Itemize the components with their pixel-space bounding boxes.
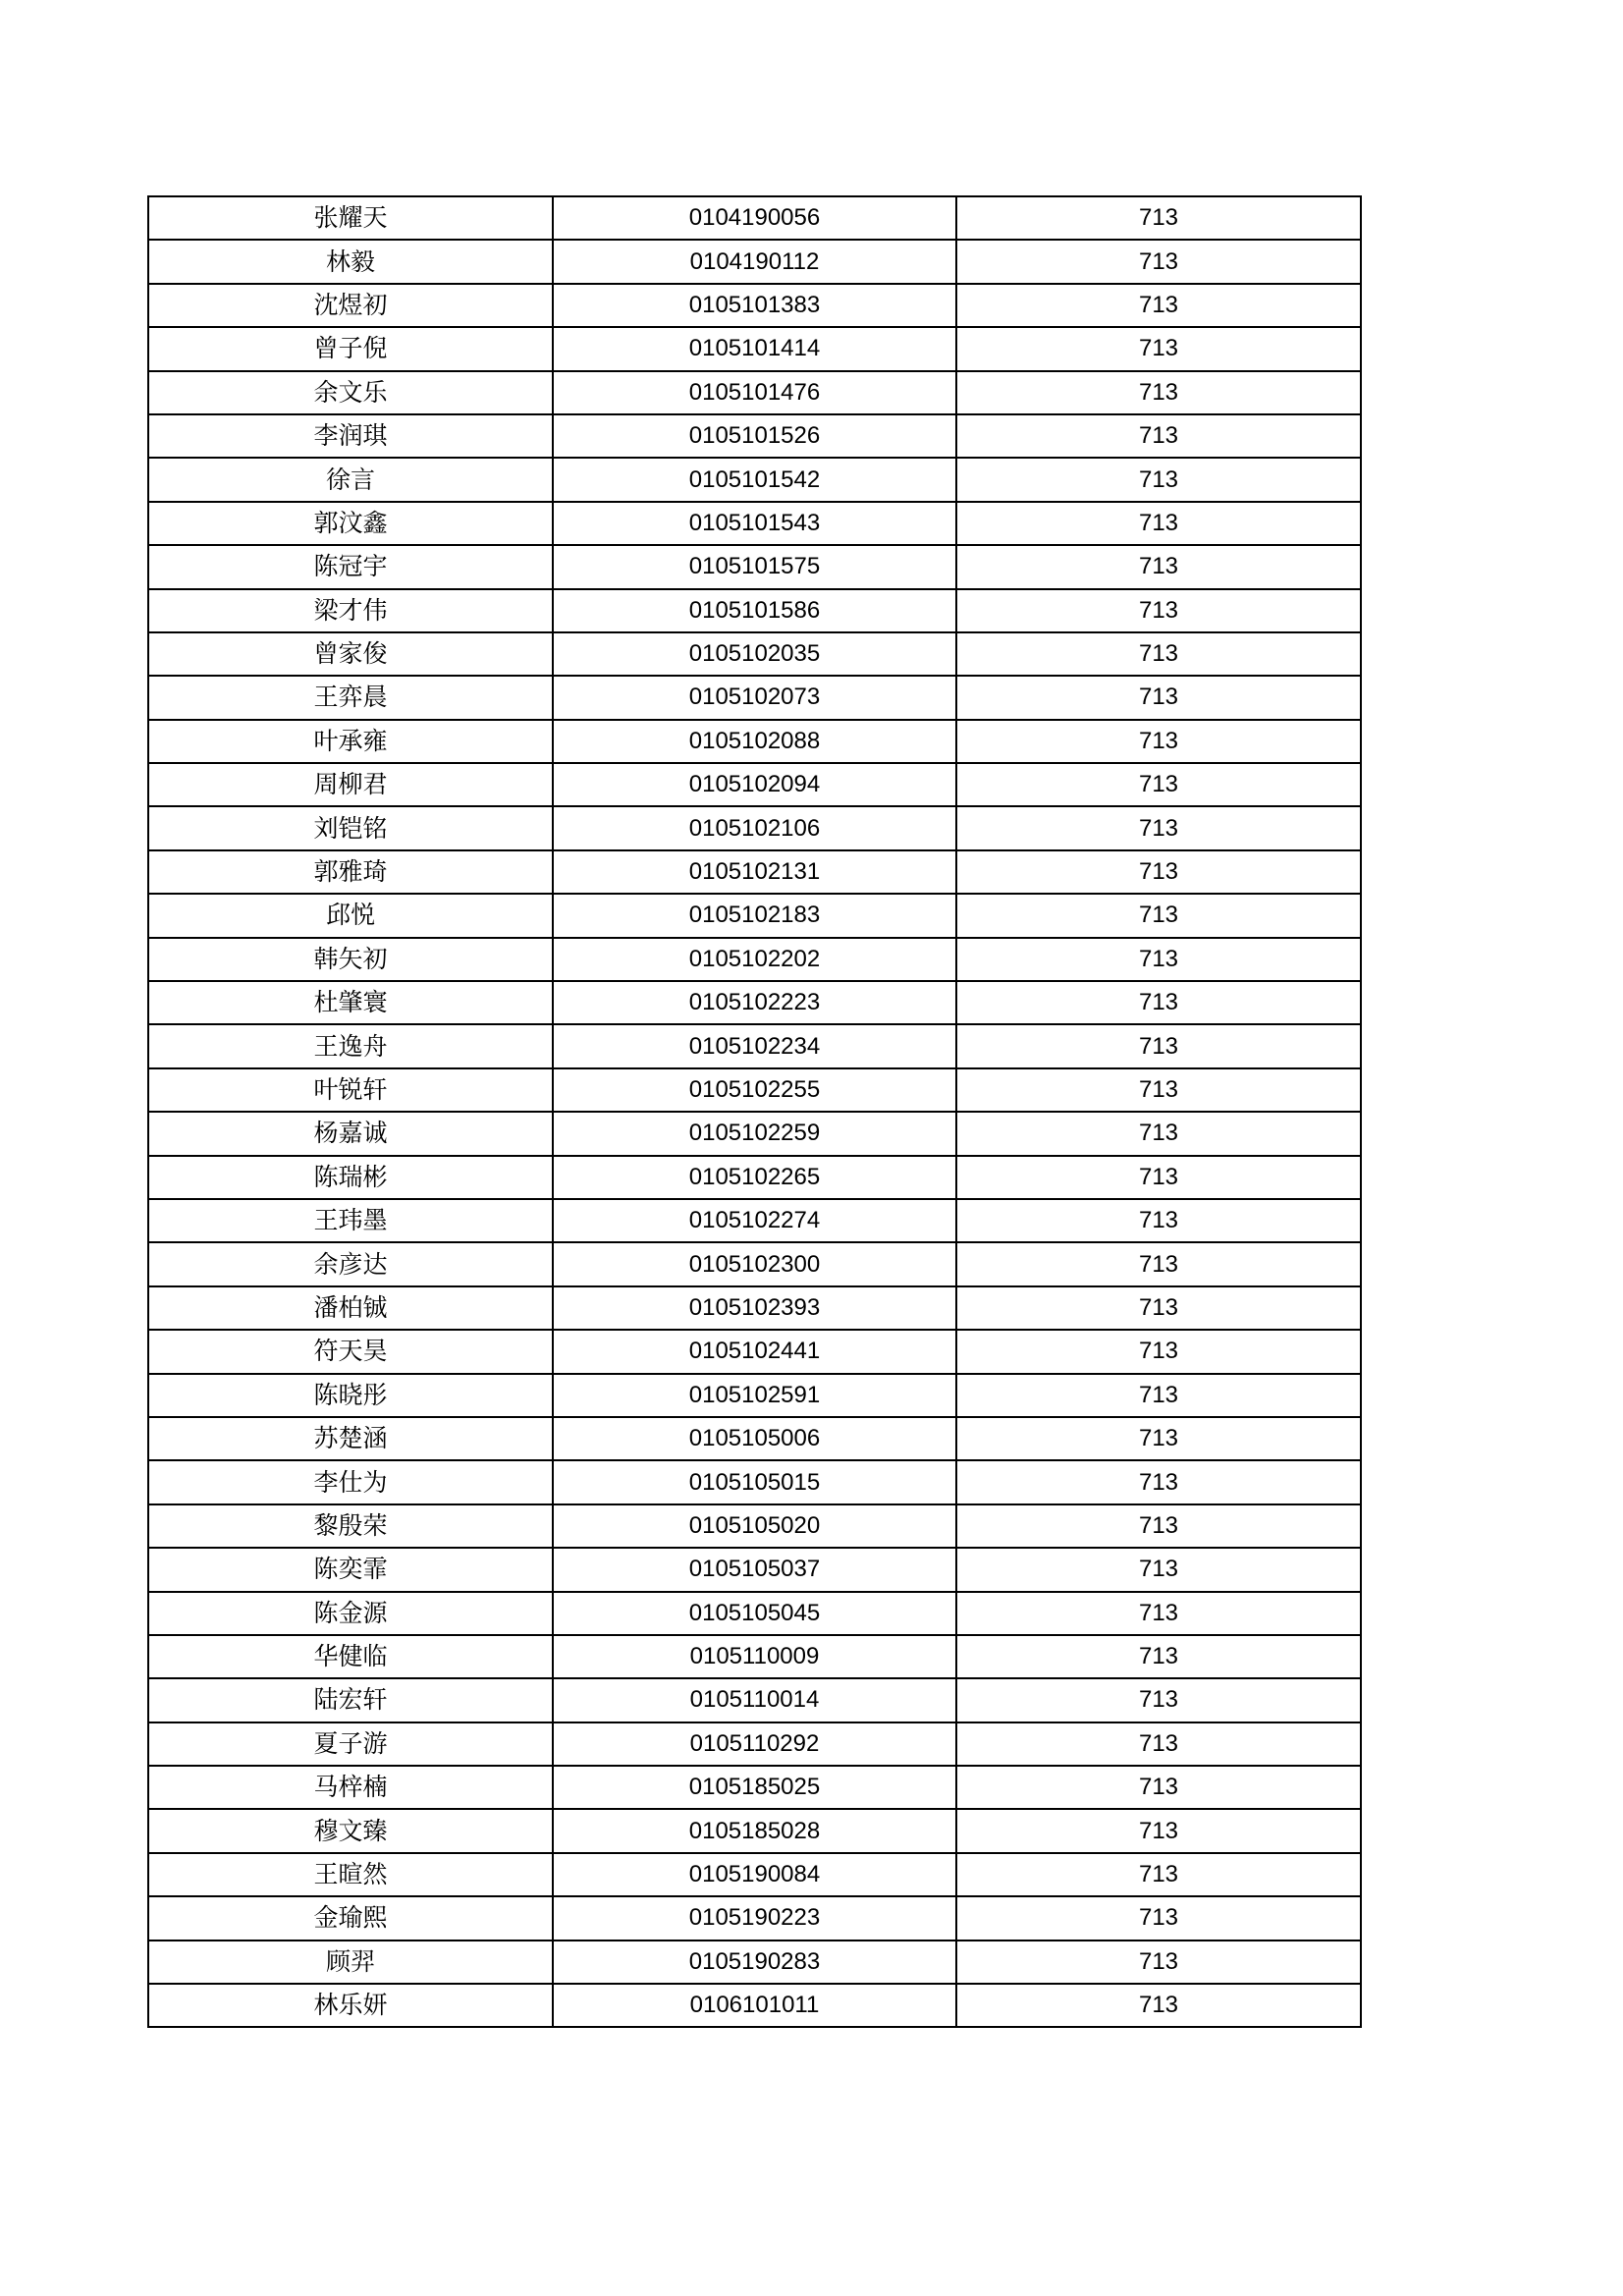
score-cell: 713 (956, 1809, 1361, 1852)
student-name-cell: 周柳君 (148, 763, 553, 806)
table-row (148, 1286, 1361, 1330)
student-id-cell: 0105102088 (553, 720, 956, 763)
table-row (148, 1766, 1361, 1809)
table-row (148, 1941, 1361, 1984)
score-cell: 713 (956, 196, 1361, 240)
student-name-cell: 余文乐 (148, 371, 553, 414)
score-cell: 713 (956, 240, 1361, 283)
student-id-cell: 0105185028 (553, 1809, 956, 1852)
score-cell: 713 (956, 1460, 1361, 1503)
table-row (148, 1068, 1361, 1112)
table-row (148, 1592, 1361, 1635)
table-row (148, 502, 1361, 545)
table-row (148, 1635, 1361, 1678)
student-id-cell: 0105101586 (553, 589, 956, 632)
student-id-cell: 0106101011 (553, 1984, 956, 2027)
student-id-cell: 0105102300 (553, 1242, 956, 1285)
score-cell: 713 (956, 1548, 1361, 1591)
table-row (148, 1242, 1361, 1285)
table-row (148, 458, 1361, 501)
student-id-cell: 0105102035 (553, 632, 956, 676)
student-name-cell: 沈煜初 (148, 284, 553, 327)
student-id-cell: 0105102183 (553, 894, 956, 937)
score-cell: 713 (956, 1896, 1361, 1940)
student-name-cell: 梁才伟 (148, 589, 553, 632)
student-name-cell: 华健临 (148, 1635, 553, 1678)
score-cell: 713 (956, 545, 1361, 588)
student-id-cell: 0105190084 (553, 1853, 956, 1896)
student-name-cell: 陈奕霏 (148, 1548, 553, 1591)
student-name-cell: 韩矢初 (148, 938, 553, 981)
table-row (148, 545, 1361, 588)
table-row (148, 1024, 1361, 1067)
student-name-cell: 顾羿 (148, 1941, 553, 1984)
score-cell: 713 (956, 1330, 1361, 1373)
roster-table-body (148, 196, 1361, 2027)
student-id-cell: 0105102202 (553, 938, 956, 981)
table-row (148, 1984, 1361, 2027)
score-cell: 713 (956, 1504, 1361, 1548)
student-name-cell: 王玮墨 (148, 1199, 553, 1242)
student-name-cell: 叶承雍 (148, 720, 553, 763)
table-row (148, 1722, 1361, 1766)
table-row (148, 1548, 1361, 1591)
student-id-cell: 0105102094 (553, 763, 956, 806)
score-cell: 713 (956, 371, 1361, 414)
table-row (148, 1156, 1361, 1199)
student-id-cell: 0105110014 (553, 1678, 956, 1722)
student-id-cell: 0105101476 (553, 371, 956, 414)
roster-table (147, 195, 1362, 2028)
student-name-cell: 陈冠宇 (148, 545, 553, 588)
student-name-cell: 刘铠铭 (148, 806, 553, 849)
student-name-cell: 曾家俊 (148, 632, 553, 676)
score-cell: 713 (956, 1984, 1361, 2027)
table-row (148, 720, 1361, 763)
score-cell: 713 (956, 284, 1361, 327)
table-row (148, 938, 1361, 981)
score-cell: 713 (956, 1199, 1361, 1242)
score-cell: 713 (956, 981, 1361, 1024)
score-cell: 713 (956, 1678, 1361, 1722)
score-cell: 713 (956, 1024, 1361, 1067)
student-name-cell: 邱悦 (148, 894, 553, 937)
student-name-cell: 叶锐轩 (148, 1068, 553, 1112)
score-cell: 713 (956, 327, 1361, 370)
student-id-cell: 0105102255 (553, 1068, 956, 1112)
student-name-cell: 苏楚涵 (148, 1417, 553, 1460)
student-id-cell: 0105105006 (553, 1417, 956, 1460)
table-row (148, 676, 1361, 719)
score-cell: 713 (956, 938, 1361, 981)
score-cell: 713 (956, 589, 1361, 632)
table-row (148, 284, 1361, 327)
student-name-cell: 金瑜熙 (148, 1896, 553, 1940)
student-name-cell: 余彦达 (148, 1242, 553, 1285)
table-row (148, 327, 1361, 370)
table-row (148, 1417, 1361, 1460)
student-name-cell: 林毅 (148, 240, 553, 283)
score-cell: 713 (956, 1635, 1361, 1678)
student-name-cell: 王暄然 (148, 1853, 553, 1896)
student-id-cell: 0104190112 (553, 240, 956, 283)
student-name-cell: 陈瑞彬 (148, 1156, 553, 1199)
student-id-cell: 0105102234 (553, 1024, 956, 1067)
student-name-cell: 徐言 (148, 458, 553, 501)
score-cell: 713 (956, 1853, 1361, 1896)
student-name-cell: 夏子游 (148, 1722, 553, 1766)
score-cell: 713 (956, 850, 1361, 894)
table-row (148, 1853, 1361, 1896)
table-row (148, 763, 1361, 806)
student-name-cell: 符天昊 (148, 1330, 553, 1373)
score-cell: 713 (956, 1722, 1361, 1766)
score-cell: 713 (956, 1417, 1361, 1460)
student-name-cell: 潘柏铖 (148, 1286, 553, 1330)
score-cell: 713 (956, 1156, 1361, 1199)
score-cell: 713 (956, 1766, 1361, 1809)
table-row (148, 981, 1361, 1024)
score-cell: 713 (956, 1592, 1361, 1635)
student-name-cell: 陆宏轩 (148, 1678, 553, 1722)
student-name-cell: 陈晓彤 (148, 1374, 553, 1417)
student-name-cell: 李润琪 (148, 414, 553, 458)
table-row (148, 1112, 1361, 1155)
student-id-cell: 0104190056 (553, 196, 956, 240)
table-row (148, 371, 1361, 414)
student-id-cell: 0105110292 (553, 1722, 956, 1766)
score-cell: 713 (956, 1112, 1361, 1155)
student-name-cell: 陈金源 (148, 1592, 553, 1635)
student-id-cell: 0105102073 (553, 676, 956, 719)
student-id-cell: 0105102393 (553, 1286, 956, 1330)
student-id-cell: 0105101414 (553, 327, 956, 370)
score-cell: 713 (956, 414, 1361, 458)
score-cell: 713 (956, 502, 1361, 545)
student-name-cell: 张耀天 (148, 196, 553, 240)
score-cell: 713 (956, 1941, 1361, 1984)
table-row (148, 1199, 1361, 1242)
score-cell: 713 (956, 676, 1361, 719)
student-id-cell: 0105101543 (553, 502, 956, 545)
student-name-cell: 穆文臻 (148, 1809, 553, 1852)
student-name-cell: 杜肇寰 (148, 981, 553, 1024)
score-cell: 713 (956, 632, 1361, 676)
student-id-cell: 0105102265 (553, 1156, 956, 1199)
student-id-cell: 0105101383 (553, 284, 956, 327)
student-name-cell: 杨嘉诚 (148, 1112, 553, 1155)
student-id-cell: 0105185025 (553, 1766, 956, 1809)
student-name-cell: 王逸舟 (148, 1024, 553, 1067)
student-id-cell: 0105105045 (553, 1592, 956, 1635)
table-row (148, 806, 1361, 849)
table-row (148, 632, 1361, 676)
score-cell: 713 (956, 1374, 1361, 1417)
student-name-cell: 王弈晨 (148, 676, 553, 719)
student-name-cell: 郭雅琦 (148, 850, 553, 894)
student-name-cell: 黎殷荣 (148, 1504, 553, 1548)
table-row (148, 589, 1361, 632)
score-cell: 713 (956, 1068, 1361, 1112)
student-name-cell: 马梓楠 (148, 1766, 553, 1809)
student-name-cell: 曾子倪 (148, 327, 553, 370)
score-cell: 713 (956, 894, 1361, 937)
score-cell: 713 (956, 806, 1361, 849)
student-id-cell: 0105101542 (553, 458, 956, 501)
student-name-cell: 李仕为 (148, 1460, 553, 1503)
score-cell: 713 (956, 763, 1361, 806)
student-id-cell: 0105190223 (553, 1896, 956, 1940)
student-id-cell: 0105105037 (553, 1548, 956, 1591)
score-cell: 713 (956, 458, 1361, 501)
student-id-cell: 0105101575 (553, 545, 956, 588)
score-cell: 713 (956, 1286, 1361, 1330)
table-row (148, 1374, 1361, 1417)
student-id-cell: 0105102259 (553, 1112, 956, 1155)
student-id-cell: 0105110009 (553, 1635, 956, 1678)
student-id-cell: 0105105020 (553, 1504, 956, 1548)
student-id-cell: 0105102591 (553, 1374, 956, 1417)
student-id-cell: 0105102131 (553, 850, 956, 894)
student-id-cell: 0105101526 (553, 414, 956, 458)
table-row (148, 414, 1361, 458)
student-name-cell: 林乐妍 (148, 1984, 553, 2027)
table-row (148, 1330, 1361, 1373)
table-row (148, 850, 1361, 894)
student-id-cell: 0105102223 (553, 981, 956, 1024)
student-name-cell: 郭汶鑫 (148, 502, 553, 545)
student-id-cell: 0105102441 (553, 1330, 956, 1373)
table-row (148, 196, 1361, 240)
table-row (148, 1896, 1361, 1940)
student-id-cell: 0105102274 (553, 1199, 956, 1242)
table-row (148, 894, 1361, 937)
student-id-cell: 0105190283 (553, 1941, 956, 1984)
table-row (148, 1460, 1361, 1503)
score-cell: 713 (956, 720, 1361, 763)
score-cell: 713 (956, 1242, 1361, 1285)
student-id-cell: 0105102106 (553, 806, 956, 849)
table-row (148, 1809, 1361, 1852)
table-row (148, 1504, 1361, 1548)
table-row (148, 1678, 1361, 1722)
table-row (148, 240, 1361, 283)
student-id-cell: 0105105015 (553, 1460, 956, 1503)
